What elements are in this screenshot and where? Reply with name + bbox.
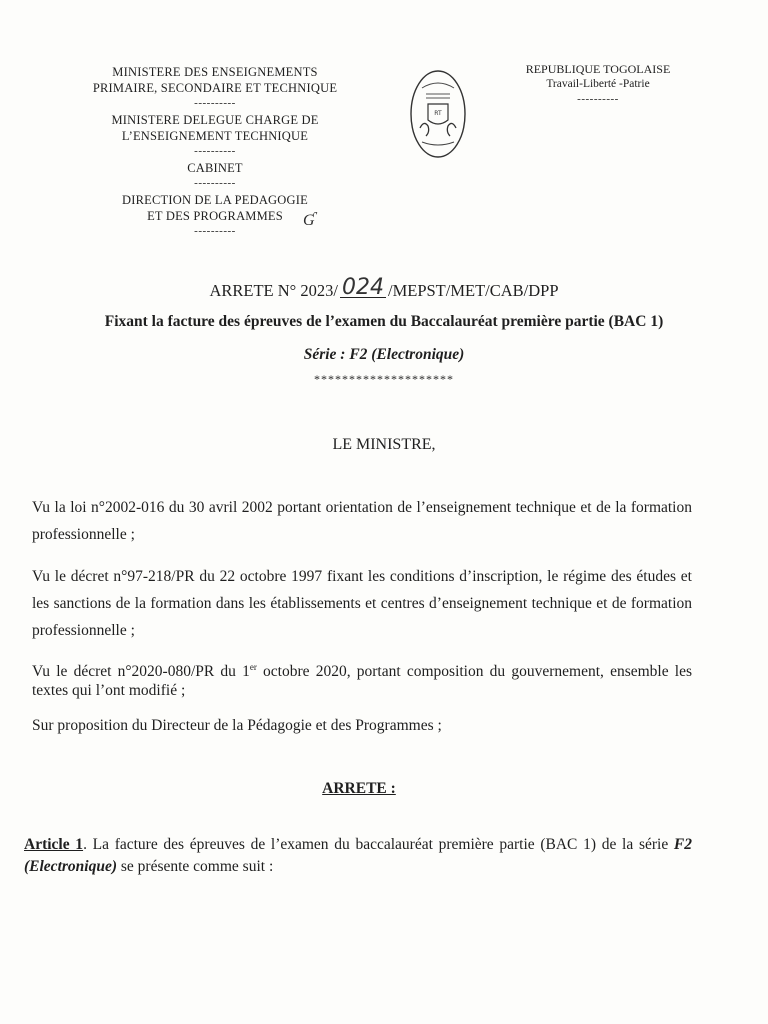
article-serie: F2 (Electronique)	[24, 836, 692, 875]
decree-serie: Série : F2 (Electronique)	[303, 346, 465, 363]
republic-motto: Travail-Liberté -Patrie	[546, 78, 650, 90]
decree-subtitle: Fixant la facture des épreuves de l’examen du Baccalauréat première partie (BAC 1)	[104, 313, 664, 330]
header-right	[500, 62, 696, 106]
le-ministre-heading: LE MINISTRE,	[332, 436, 436, 453]
separator: ----------	[577, 93, 619, 105]
decree-handwritten-number: 024	[341, 275, 384, 300]
vu-paragraph-1: Vu la loi n°2002-016 du 30 avril 2002 portant orientation de l’enseignement technique et de la formation professionnelle ;	[32, 499, 692, 543]
arrete-heading: ARRETE :	[322, 780, 396, 797]
cabinet-label: CABINET	[187, 161, 243, 175]
separator: ----------	[194, 97, 236, 109]
decree-prefix: ARRETE N° 2023/	[209, 281, 338, 300]
ministry-line-1: MINISTERE DES ENSEIGNEMENTS	[112, 65, 318, 79]
republic-name: REPUBLIQUE TOGOLAISE	[525, 62, 671, 76]
delegate-line-2: L’ENSEIGNEMENT TECHNIQUE	[121, 129, 309, 143]
coat-of-arms-icon	[408, 68, 468, 160]
proposition-paragraph: Sur proposition du Directeur de la Pédagogie et des Programmes ;	[32, 717, 442, 734]
vu-paragraph-2: Vu le décret n°97-218/PR du 22 octobre 1997 fixant les conditions d’inscription, le régime des études et les sanctions de la formation dans les établissements et centres d’enseignement technique et de formation professionnelle ;	[32, 568, 692, 639]
vu3-after: octobre 2020, portant composition du gouvernement, ensemble les textes qui l’ont modifié ;	[32, 663, 693, 700]
separator: ----------	[194, 177, 236, 189]
ministry-line-2: PRIMAIRE, SECONDAIRE ET TECHNIQUE	[92, 81, 338, 95]
seal-monogram: RT	[434, 110, 442, 117]
direction-line-1: DIRECTION DE LA PEDAGOGIE	[122, 193, 308, 207]
initials-mark: Ɠ	[303, 212, 315, 229]
article-text-1: . La facture des épreuves de l’examen du baccalauréat première partie (BAC 1) de la série	[83, 836, 674, 853]
separator: ----------	[194, 145, 236, 157]
header-left	[60, 64, 370, 240]
vu3-before: Vu le décret n°2020-080/PR du 1	[32, 663, 250, 681]
delegate-line-1: MINISTERE DELEGUE CHARGE DE	[111, 113, 319, 127]
direction-line-2: ET DES PROGRAMMES	[147, 209, 283, 223]
article-label: Article 1	[24, 836, 84, 853]
article-1	[24, 834, 692, 878]
vu3-superscript: er	[249, 662, 257, 672]
decree-number	[0, 275, 768, 301]
decree-suffix: /MEPST/MET/CAB/DPP	[387, 281, 559, 300]
vu-paragraph-3	[32, 658, 692, 700]
article-text-2: se présente comme suit :	[117, 858, 274, 875]
stars-divider: ********************	[314, 372, 454, 386]
separator: ----------	[194, 225, 236, 237]
